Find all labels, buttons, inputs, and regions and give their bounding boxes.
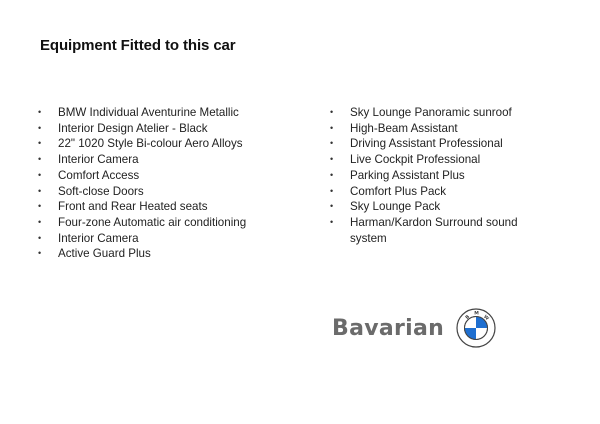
equipment-item: [38, 105, 308, 121]
equipment-item-label: Interior Camera: [58, 153, 139, 167]
equipment-item-label: Four-zone Automatic air conditioning: [58, 215, 247, 229]
equipment-item: [38, 215, 308, 231]
equipment-item: [38, 231, 308, 247]
equipment-item: [38, 121, 308, 137]
bullet-icon: •: [38, 138, 42, 149]
equipment-item: [38, 199, 308, 215]
equipment-item-label: Comfort Access: [58, 168, 140, 182]
bullet-icon: •: [38, 185, 42, 196]
equipment-list-left: [38, 105, 308, 262]
bullet-icon: •: [330, 154, 334, 165]
logo-wordmark: Bavarian: [332, 315, 445, 341]
bullet-icon: •: [330, 169, 334, 180]
equipment-item: [330, 105, 540, 121]
equipment-item: [38, 152, 308, 168]
bullet-icon: •: [330, 107, 334, 117]
equipment-item: [330, 121, 540, 137]
page-title: Equipment Fitted to this car: [40, 37, 236, 54]
bullet-icon: •: [38, 154, 42, 165]
roundel-letter-m: M: [474, 311, 479, 317]
equipment-item-label: Active Guard Plus: [58, 247, 151, 261]
equipment-item-label: Front and Rear Heated seats: [58, 200, 208, 214]
equipment-item-label: Driving Assistant Professional: [350, 137, 503, 151]
bullet-icon: •: [38, 107, 42, 117]
equipment-item: [330, 184, 540, 200]
bmw-roundel-icon: [456, 308, 496, 348]
equipment-item-label: Parking Assistant Plus: [350, 168, 465, 182]
bullet-icon: •: [330, 138, 334, 149]
equipment-item-label: Interior Design Atelier - Black: [58, 121, 208, 135]
bullet-icon: •: [38, 201, 42, 212]
bullet-icon: •: [330, 201, 334, 212]
equipment-item-label: Live Cockpit Professional: [350, 153, 481, 167]
bullet-icon: •: [38, 232, 42, 243]
equipment-item-label: Interior Camera: [58, 231, 139, 245]
bullet-icon: •: [38, 122, 42, 133]
equipment-item: [330, 136, 540, 152]
equipment-item-label: High-Beam Assistant: [350, 121, 458, 135]
equipment-item: [38, 246, 308, 262]
equipment-item-label: Soft-close Doors: [58, 184, 144, 198]
bullet-icon: •: [330, 216, 334, 227]
equipment-item-label: Sky Lounge Panoramic sunroof: [350, 106, 512, 119]
equipment-item-label: Sky Lounge Pack: [350, 200, 441, 214]
dealer-logo: [332, 308, 496, 348]
equipment-item: [330, 215, 540, 246]
equipment-item-label: Comfort Plus Pack: [350, 184, 446, 198]
bullet-icon: •: [330, 185, 334, 196]
roundel-letter-b: B: [465, 314, 472, 321]
bullet-icon: •: [330, 122, 334, 133]
bullet-icon: •: [38, 169, 42, 180]
equipment-item: [38, 136, 308, 152]
equipment-item-label: Harman/Kardon Surround sound system: [350, 215, 518, 245]
bullet-icon: •: [38, 216, 42, 227]
bullet-icon: •: [38, 248, 42, 259]
equipment-item: [330, 152, 540, 168]
equipment-item: [38, 168, 308, 184]
equipment-item: [38, 184, 308, 200]
roundel-letter-w: W: [482, 314, 490, 322]
equipment-item: [330, 199, 540, 215]
equipment-item: [330, 168, 540, 184]
equipment-item-label: 22" 1020 Style Bi-colour Aero Alloys: [58, 137, 243, 151]
equipment-list-right: [330, 105, 540, 246]
equipment-item-label: BMW Individual Aventurine Metallic: [58, 106, 239, 119]
